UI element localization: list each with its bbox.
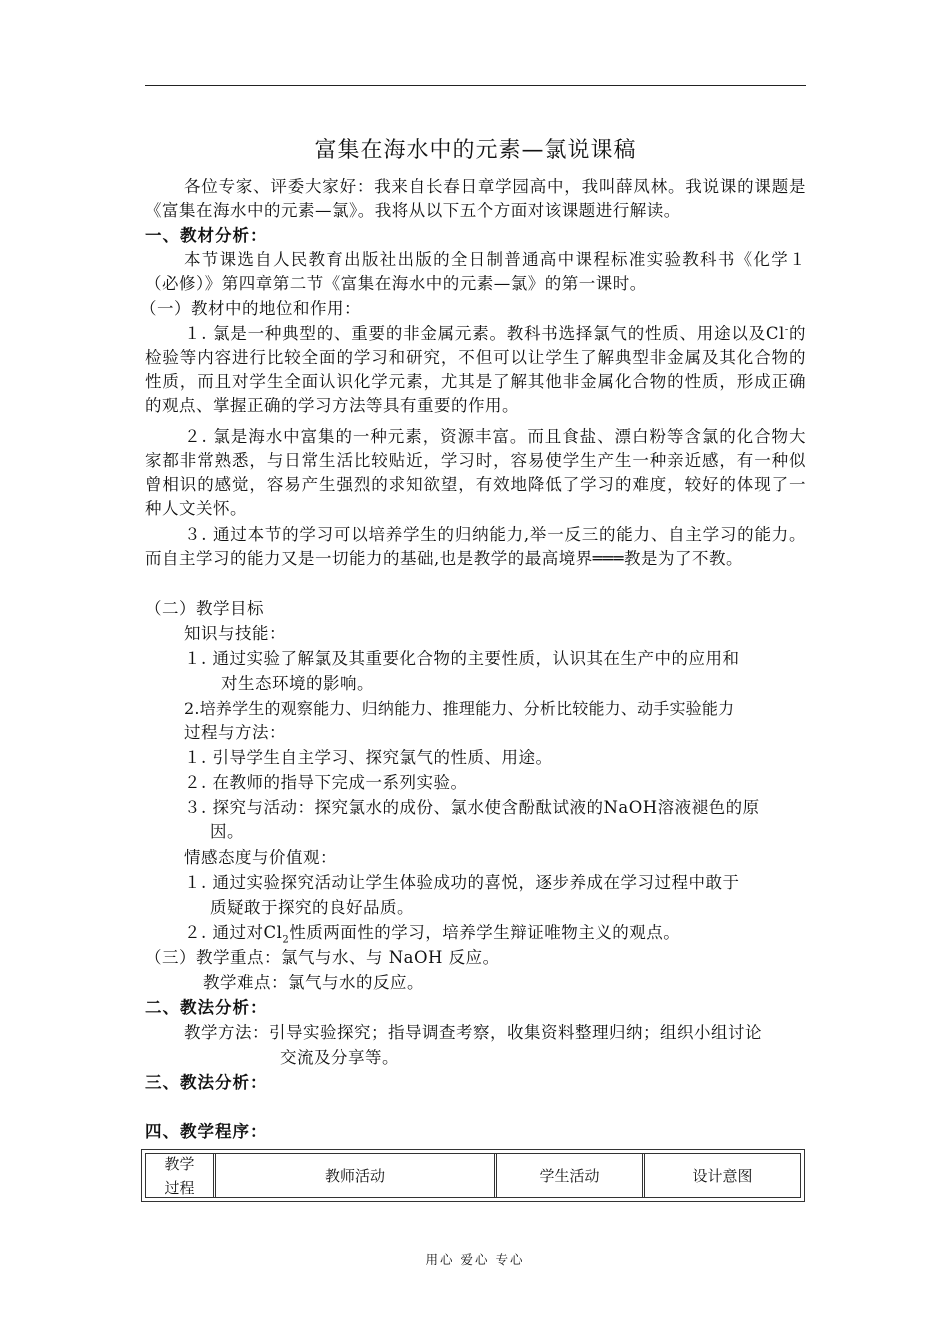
teaching-method-line-cont: 交流及分享等。 — [280, 1048, 399, 1067]
procedure-table-header-row — [145, 1153, 801, 1198]
subsection-1-title: （一）教材中的地位和作用： — [140, 299, 361, 318]
section-1-text: 本节课选自人民教育出版社出版的全日制普通高中课程标准实验教科书《化学１（必修）》第四章第二节《富集在海水中的元素—氯》的第一课时。 — [145, 250, 806, 293]
method-title: 过程与方法： — [184, 723, 286, 742]
method-item-3: ３. 探究与活动：探究氯水的成份、氯水使含酚酞试液的NaOH溶液褪色的原 — [184, 798, 760, 817]
knowledge-item-1: １. 通过实验了解氯及其重要化合物的主要性质，认识其在生产中的应用和 — [184, 649, 740, 668]
paragraph-1-part-a: １. 氯是一种典型的、重要的非金属元素。教科书选择氯气的性质、用途以及Cl — [184, 324, 785, 343]
paragraph-3: ３. 通过本节的学习可以培养学生的归纳能力,举一反三的能力、自主学习的能力。而自主学习的能力又是一切能力的基础,也是教学的最高境界═══教是为了不教。 — [145, 525, 806, 568]
header-student-activity: 学生活动 — [494, 1154, 642, 1197]
page-title: 富集在海水中的元素—氯说课稿 — [314, 138, 637, 163]
page-footer: 用心 爱心 专心 — [425, 1252, 525, 1267]
procedure-table — [141, 1149, 805, 1202]
cl2-subscript: 2 — [282, 934, 290, 946]
chloride-superscript: - — [784, 324, 789, 336]
section-3-heading: 三、教法分析： — [145, 1073, 268, 1092]
section-4-heading: 四、教学程序： — [145, 1122, 268, 1141]
subsection-2-title: （二）教学目标 — [145, 599, 264, 618]
attitude-item-2-part-a: ２. 通过对Cl — [184, 923, 283, 942]
knowledge-item-2: 2.培养学生的观察能力、归纳能力、推理能力、分析比较能力、动手实验能力 — [184, 699, 735, 718]
section-2-heading: 二、教法分析： — [145, 998, 268, 1017]
attitude-item-2 — [184, 921, 680, 945]
header-process — [146, 1154, 213, 1197]
paragraph-1 — [145, 322, 806, 418]
attitude-item-1: １. 通过实验探究活动让学生体验成功的喜悦，逐步养成在学习过程中敢于 — [184, 873, 740, 892]
attitude-item-1-cont: 质疑敢于探究的良好品质。 — [210, 898, 414, 917]
key-points: （三）教学重点：氯气与水、与 NaOH 反应。 — [145, 948, 500, 967]
method-item-2: ２. 在教师的指导下完成一系列实验。 — [184, 773, 468, 792]
method-item-3-cont: 因。 — [210, 822, 244, 841]
header-design-intent: 设计意图 — [642, 1154, 800, 1197]
intro-paragraph: 各位专家、评委大家好：我来自长春日章学园高中，我叫薛凤林。我说课的课题是《富集在海水中的元素—氯》。我将从以下五个方面对该课题进行解读。 — [145, 177, 806, 220]
teaching-method-line: 教学方法：引导实验探究；指导调查考察，收集资料整理归纳；组织小组讨论 — [184, 1023, 762, 1042]
knowledge-title: 知识与技能： — [184, 624, 286, 643]
header-process-line1: 教学 — [164, 1154, 195, 1173]
header-process-line2: 过程 — [164, 1178, 195, 1197]
knowledge-item-1-cont: 对生态环境的影响。 — [221, 674, 374, 693]
difficult-points: 教学难点：氯气与水的反应。 — [203, 973, 424, 992]
attitude-title: 情感态度与价值观： — [184, 848, 337, 867]
paragraph-2: ２. 氯是海水中富集的一种元素，资源丰富。而且食盐、漂白粉等含氯的化合物大家都非常熟悉，与日常生活比较贴近，学习时，容易使学生产生一种亲近感，有一种似曾相识的感觉，容易产生强烈的求知欲望，有效地降低了学习的难度，较好的体现了一种人文关怀。 — [145, 427, 806, 518]
paragraph-1-part-b: 的检验等内容进行比较全面的学习和研究，不但可以让学生了解典型非金属及其化合物的性质，而且对学生全面认识化学元素，尤其是了解其他非金属化合物的性质，形成正确的观点、掌握正确的学习方法等具有重要的作用。 — [145, 324, 806, 415]
header-rule — [145, 85, 806, 86]
method-item-1: １. 引导学生自主学习、探究氯气的性质、用途。 — [184, 748, 553, 767]
header-teacher-activity: 教师活动 — [213, 1154, 494, 1197]
attitude-item-2-part-b: 性质两面性的学习，培养学生辩证唯物主义的观点。 — [289, 923, 681, 942]
section-1-heading: 一、教材分析： — [145, 226, 268, 245]
